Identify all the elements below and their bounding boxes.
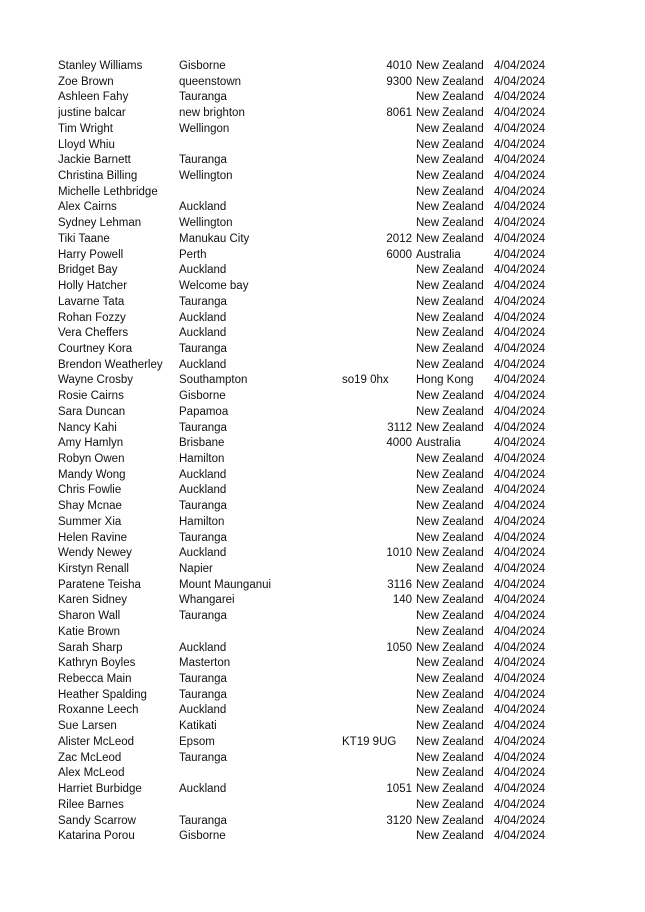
country-cell[interactable]: New Zealand [416, 673, 484, 686]
country-cell[interactable]: New Zealand [416, 767, 484, 780]
table-row [0, 829, 645, 845]
country-cell[interactable]: New Zealand [416, 185, 484, 198]
country-cell[interactable]: New Zealand [416, 201, 484, 214]
name-cell[interactable]: Brendon Weatherley [58, 358, 163, 371]
date-cell[interactable]: 4/04/2024 [494, 767, 546, 780]
country-cell[interactable]: New Zealand [416, 783, 484, 796]
city-cell[interactable]: Auckland [179, 358, 227, 371]
table-row [0, 703, 645, 719]
country-cell[interactable]: New Zealand [416, 468, 484, 481]
table-row [0, 688, 645, 704]
name-cell[interactable]: Lloyd Whiu [58, 138, 115, 151]
name-cell[interactable]: Tiki Taane [58, 232, 110, 245]
date-cell[interactable]: 4/04/2024 [494, 500, 546, 513]
country-cell[interactable]: New Zealand [416, 405, 484, 418]
country-cell[interactable]: New Zealand [416, 500, 484, 513]
name-cell[interactable]: Sydney Lehman [58, 217, 142, 230]
city-cell[interactable]: Auckland [179, 783, 227, 796]
table-row [0, 248, 645, 264]
table-row [0, 578, 645, 594]
country-cell[interactable]: New Zealand [416, 625, 484, 638]
date-cell[interactable]: 4/04/2024 [494, 170, 546, 183]
table-row [0, 782, 645, 798]
city-cell[interactable]: Hamilton [179, 452, 225, 465]
name-cell[interactable]: Mandy Wong [58, 468, 126, 481]
date-cell[interactable]: 4/04/2024 [494, 405, 546, 418]
city-cell[interactable]: Tauranga [179, 610, 227, 623]
country-cell[interactable]: New Zealand [416, 280, 484, 293]
name-cell[interactable]: Zoe Brown [58, 75, 114, 88]
date-cell[interactable]: 4/04/2024 [494, 625, 546, 638]
table-row [0, 751, 645, 767]
name-cell[interactable]: Alex Cairns [58, 201, 117, 214]
table-row [0, 358, 645, 374]
table-row [0, 342, 645, 358]
table-row [0, 814, 645, 830]
city-cell[interactable]: Auckland [179, 704, 227, 717]
country-cell[interactable]: New Zealand [416, 688, 484, 701]
country-cell[interactable]: New Zealand [416, 578, 484, 591]
date-cell[interactable]: 4/04/2024 [494, 468, 546, 481]
table-row [0, 546, 645, 562]
city-cell[interactable]: Brisbane [179, 437, 225, 450]
date-cell[interactable]: 4/04/2024 [494, 295, 546, 308]
country-cell[interactable]: New Zealand [416, 594, 484, 607]
country-cell[interactable]: New Zealand [416, 138, 484, 151]
name-cell[interactable]: Nancy Kahi [58, 421, 117, 434]
country-cell[interactable]: New Zealand [416, 610, 484, 623]
date-cell[interactable]: 4/04/2024 [494, 311, 546, 324]
postcode-cell[interactable]: 1010 [386, 547, 412, 560]
country-cell[interactable]: New Zealand [416, 264, 484, 277]
name-cell[interactable]: Paratene Teisha [58, 578, 141, 591]
name-cell[interactable]: Sharon Wall [58, 610, 121, 623]
table-row [0, 483, 645, 499]
date-cell[interactable]: 4/04/2024 [494, 248, 546, 261]
date-cell[interactable]: 4/04/2024 [494, 531, 546, 544]
country-cell[interactable]: New Zealand [416, 798, 484, 811]
date-cell[interactable]: 4/04/2024 [494, 830, 546, 843]
name-cell[interactable]: Alister McLeod [58, 735, 135, 748]
date-cell[interactable]: 4/04/2024 [494, 673, 546, 686]
date-cell[interactable]: 4/04/2024 [494, 154, 546, 167]
name-cell[interactable]: Shay Mcnae [58, 500, 122, 513]
country-cell[interactable]: New Zealand [416, 563, 484, 575]
table-row [0, 421, 645, 437]
city-cell[interactable]: Manukau City [179, 232, 250, 245]
country-cell[interactable]: New Zealand [416, 515, 484, 528]
country-cell[interactable]: Australia [416, 437, 461, 450]
city-cell[interactable]: queenstown [179, 75, 242, 88]
name-cell[interactable]: Kathryn Boyles [58, 657, 136, 670]
city-cell[interactable]: Wellingon [179, 122, 230, 135]
postcode-cell[interactable]: 3120 [386, 814, 412, 827]
date-cell[interactable]: 4/04/2024 [494, 563, 546, 575]
date-cell[interactable]: 4/04/2024 [494, 798, 546, 811]
country-cell[interactable]: New Zealand [416, 720, 484, 733]
city-cell[interactable]: Katikati [179, 720, 217, 733]
table-row [0, 232, 645, 248]
country-cell[interactable]: New Zealand [416, 107, 484, 120]
city-cell[interactable]: Gisborne [179, 830, 226, 843]
country-cell[interactable]: New Zealand [416, 75, 484, 88]
date-cell[interactable]: 4/04/2024 [494, 75, 546, 88]
table-row [0, 59, 645, 75]
postcode-cell[interactable]: 8061 [386, 107, 412, 120]
name-cell[interactable]: Bridget Bay [58, 264, 118, 277]
name-cell[interactable]: Wendy Newey [58, 547, 132, 560]
date-cell[interactable]: 4/04/2024 [494, 107, 546, 120]
date-cell[interactable]: 4/04/2024 [494, 201, 546, 214]
table-row [0, 75, 645, 91]
postcode-cell[interactable]: 4010 [386, 60, 412, 72]
name-cell[interactable]: Alex McLeod [58, 767, 125, 780]
table-row [0, 436, 645, 452]
date-cell[interactable]: 4/04/2024 [494, 280, 546, 293]
table-row [0, 656, 645, 672]
table-row [0, 153, 645, 169]
table-row [0, 672, 645, 688]
city-cell[interactable]: Tauranga [179, 673, 227, 686]
name-cell[interactable]: Courtney Kora [58, 342, 133, 355]
date-cell[interactable]: 4/04/2024 [494, 60, 546, 72]
table-row [0, 200, 645, 216]
name-cell[interactable]: Christina Billing [58, 170, 138, 183]
table-row [0, 798, 645, 814]
name-cell[interactable]: Chris Fowlie [58, 484, 122, 497]
table-row [0, 766, 645, 782]
country-cell[interactable]: New Zealand [416, 531, 484, 544]
table-row [0, 641, 645, 657]
country-cell[interactable]: New Zealand [416, 421, 484, 434]
city-cell[interactable]: Auckland [179, 201, 227, 214]
table-row [0, 90, 645, 106]
country-cell[interactable]: New Zealand [416, 91, 484, 104]
date-cell[interactable]: 4/04/2024 [494, 91, 546, 104]
name-cell[interactable]: Jackie Barnett [58, 154, 131, 167]
city-cell[interactable]: Auckland [179, 641, 227, 654]
country-cell[interactable]: New Zealand [416, 122, 484, 135]
date-cell[interactable]: 4/04/2024 [494, 515, 546, 528]
city-cell[interactable]: Tauranga [179, 531, 227, 544]
country-cell[interactable]: New Zealand [416, 358, 484, 371]
city-cell[interactable]: Auckland [179, 547, 227, 560]
date-cell[interactable]: 4/04/2024 [494, 610, 546, 623]
date-cell[interactable]: 4/04/2024 [494, 421, 546, 434]
country-cell[interactable]: New Zealand [416, 735, 484, 748]
date-cell[interactable]: 4/04/2024 [494, 783, 546, 796]
name-cell[interactable]: Amy Hamlyn [58, 437, 124, 450]
city-cell[interactable]: Gisborne [179, 60, 226, 72]
postcode-cell[interactable]: 3112 [387, 421, 412, 434]
city-cell[interactable]: Auckland [179, 484, 227, 497]
city-cell[interactable]: Welcome bay [179, 280, 249, 293]
name-cell[interactable]: Sandy Scarrow [58, 814, 136, 827]
country-cell[interactable]: New Zealand [416, 484, 484, 497]
table-row [0, 531, 645, 547]
city-cell[interactable]: Tauranga [179, 688, 227, 701]
date-cell[interactable]: 4/04/2024 [494, 185, 546, 198]
date-cell[interactable]: 4/04/2024 [494, 232, 546, 245]
name-cell[interactable]: Rilee Barnes [58, 798, 124, 811]
table-row [0, 326, 645, 342]
city-cell[interactable]: Wellington [179, 217, 233, 230]
spreadsheet-table [0, 59, 645, 845]
name-cell[interactable]: justine balcar [58, 107, 126, 120]
postcode-cell[interactable]: 1050 [386, 641, 412, 654]
city-cell[interactable]: Wellington [179, 170, 233, 183]
country-cell[interactable]: New Zealand [416, 704, 484, 717]
table-row [0, 263, 645, 279]
date-cell[interactable]: 4/04/2024 [494, 704, 546, 717]
name-cell[interactable]: Rohan Fozzy [58, 311, 126, 324]
table-row [0, 138, 645, 154]
table-row [0, 216, 645, 232]
country-cell[interactable]: New Zealand [416, 217, 484, 230]
name-cell[interactable]: Sue Larsen [58, 720, 117, 733]
city-cell[interactable]: new brighton [179, 107, 245, 120]
name-cell[interactable]: Harry Powell [58, 248, 124, 261]
table-row [0, 609, 645, 625]
table-row [0, 389, 645, 405]
table-row [0, 295, 645, 311]
table-row [0, 515, 645, 531]
table-row [0, 625, 645, 641]
table-row [0, 562, 645, 578]
country-cell[interactable]: New Zealand [416, 311, 484, 324]
city-cell[interactable]: Auckland [179, 327, 227, 340]
name-cell[interactable]: Helen Ravine [58, 531, 128, 544]
name-cell[interactable]: Ashleen Fahy [58, 91, 129, 104]
city-cell[interactable]: Tauranga [179, 500, 227, 513]
country-cell[interactable]: Hong Kong [416, 374, 474, 387]
date-cell[interactable]: 4/04/2024 [494, 547, 546, 560]
country-cell[interactable]: New Zealand [416, 547, 484, 560]
name-cell[interactable]: Kirstyn Renall [58, 563, 129, 575]
city-cell[interactable]: Auckland [179, 264, 227, 277]
table-row [0, 106, 645, 122]
table-row [0, 593, 645, 609]
postcode-cell[interactable]: 4000 [386, 437, 412, 450]
postcode-cell[interactable]: 140 [392, 594, 412, 607]
date-cell[interactable]: 4/04/2024 [494, 814, 546, 827]
table-row [0, 405, 645, 421]
city-cell[interactable]: Auckland [179, 468, 227, 481]
city-cell[interactable]: Hamilton [179, 515, 225, 528]
date-cell[interactable]: 4/04/2024 [494, 657, 546, 670]
table-row [0, 311, 645, 327]
name-cell[interactable]: Katie Brown [58, 625, 121, 638]
name-cell[interactable]: Harriet Burbidge [58, 783, 142, 796]
name-cell[interactable]: Stanley Williams [58, 60, 143, 72]
postcode-cell[interactable]: so19 0hx [342, 374, 389, 387]
name-cell[interactable]: Rebecca Main [58, 673, 132, 686]
name-cell[interactable]: Roxanne Leech [58, 704, 139, 717]
country-cell[interactable]: New Zealand [416, 751, 484, 764]
name-cell[interactable]: Robyn Owen [58, 452, 125, 465]
table-row [0, 468, 645, 484]
postcode-cell[interactable]: 3116 [387, 578, 412, 591]
date-cell[interactable]: 4/04/2024 [494, 342, 546, 355]
table-row [0, 499, 645, 515]
name-cell[interactable]: Holly Hatcher [58, 280, 128, 293]
date-cell[interactable]: 4/04/2024 [494, 452, 546, 465]
postcode-cell[interactable]: KT19 9UG [342, 735, 397, 748]
country-cell[interactable]: New Zealand [416, 814, 484, 827]
date-cell[interactable]: 4/04/2024 [494, 122, 546, 135]
date-cell[interactable]: 4/04/2024 [494, 217, 546, 230]
country-cell[interactable]: New Zealand [416, 232, 484, 245]
city-cell[interactable]: Napier [179, 563, 213, 575]
name-cell[interactable]: Sara Duncan [58, 405, 126, 418]
name-cell[interactable]: Tim Wright [58, 122, 113, 135]
country-cell[interactable]: New Zealand [416, 154, 484, 167]
city-cell[interactable]: Tauranga [179, 154, 227, 167]
date-cell[interactable]: 4/04/2024 [494, 374, 546, 387]
name-cell[interactable]: Heather Spalding [58, 688, 147, 701]
country-cell[interactable]: New Zealand [416, 657, 484, 670]
name-cell[interactable]: Karen Sidney [58, 594, 128, 607]
postcode-cell[interactable]: 6000 [386, 248, 412, 261]
table-row [0, 373, 645, 389]
date-cell[interactable]: 4/04/2024 [494, 641, 546, 654]
name-cell[interactable]: Katarina Porou [58, 830, 135, 843]
date-cell[interactable]: 4/04/2024 [494, 138, 546, 151]
table-row [0, 185, 645, 201]
postcode-cell[interactable]: 1051 [386, 783, 412, 796]
date-cell[interactable]: 4/04/2024 [494, 751, 546, 764]
city-cell[interactable]: Tauranga [179, 814, 227, 827]
table-row [0, 719, 645, 735]
city-cell[interactable]: Mount Maunganui [179, 578, 272, 591]
country-cell[interactable]: New Zealand [416, 327, 484, 340]
country-cell[interactable]: New Zealand [416, 830, 484, 843]
name-cell[interactable]: Zac McLeod [58, 751, 122, 764]
country-cell[interactable]: New Zealand [416, 641, 484, 654]
city-cell[interactable]: Perth [179, 248, 207, 261]
date-cell[interactable]: 4/04/2024 [494, 390, 546, 403]
name-cell[interactable]: Summer Xia [58, 515, 122, 528]
date-cell[interactable]: 4/04/2024 [494, 358, 546, 371]
country-cell[interactable]: New Zealand [416, 342, 484, 355]
table-row [0, 122, 645, 138]
name-cell[interactable]: Lavarne Tata [58, 295, 125, 308]
date-cell[interactable]: 4/04/2024 [494, 594, 546, 607]
postcode-cell[interactable]: 2012 [386, 232, 412, 245]
city-cell[interactable]: Tauranga [179, 295, 227, 308]
country-cell[interactable]: New Zealand [416, 60, 484, 72]
date-cell[interactable]: 4/04/2024 [494, 484, 546, 497]
city-cell[interactable]: Tauranga [179, 91, 227, 104]
table-row [0, 452, 645, 468]
city-cell[interactable]: Whangarei [179, 594, 235, 607]
city-cell[interactable]: Epsom [179, 735, 215, 748]
date-cell[interactable]: 4/04/2024 [494, 327, 546, 340]
city-cell[interactable]: Tauranga [179, 342, 227, 355]
city-cell[interactable]: Masterton [179, 657, 231, 670]
city-cell[interactable]: Papamoa [179, 405, 229, 418]
country-cell[interactable]: New Zealand [416, 452, 484, 465]
date-cell[interactable]: 4/04/2024 [494, 735, 546, 748]
city-cell[interactable]: Gisborne [179, 390, 226, 403]
date-cell[interactable]: 4/04/2024 [494, 264, 546, 277]
date-cell[interactable]: 4/04/2024 [494, 688, 546, 701]
name-cell[interactable]: Michelle Lethbridge [58, 185, 158, 198]
name-cell[interactable]: Vera Cheffers [58, 327, 129, 340]
city-cell[interactable]: Auckland [179, 311, 227, 324]
country-cell[interactable]: New Zealand [416, 170, 484, 183]
city-cell[interactable]: Southampton [179, 374, 248, 387]
name-cell[interactable]: Rosie Cairns [58, 390, 124, 403]
name-cell[interactable]: Wayne Crosby [58, 374, 133, 387]
table-row [0, 735, 645, 751]
city-cell[interactable]: Tauranga [179, 751, 227, 764]
table-row [0, 279, 645, 295]
date-cell[interactable]: 4/04/2024 [494, 720, 546, 733]
table-row [0, 169, 645, 185]
date-cell[interactable]: 4/04/2024 [494, 578, 546, 591]
country-cell[interactable]: New Zealand [416, 295, 484, 308]
city-cell[interactable]: Tauranga [179, 421, 227, 434]
name-cell[interactable]: Sarah Sharp [58, 641, 123, 654]
postcode-cell[interactable]: 9300 [386, 75, 412, 88]
country-cell[interactable]: New Zealand [416, 390, 484, 403]
country-cell[interactable]: Australia [416, 248, 461, 261]
date-cell[interactable]: 4/04/2024 [494, 437, 546, 450]
